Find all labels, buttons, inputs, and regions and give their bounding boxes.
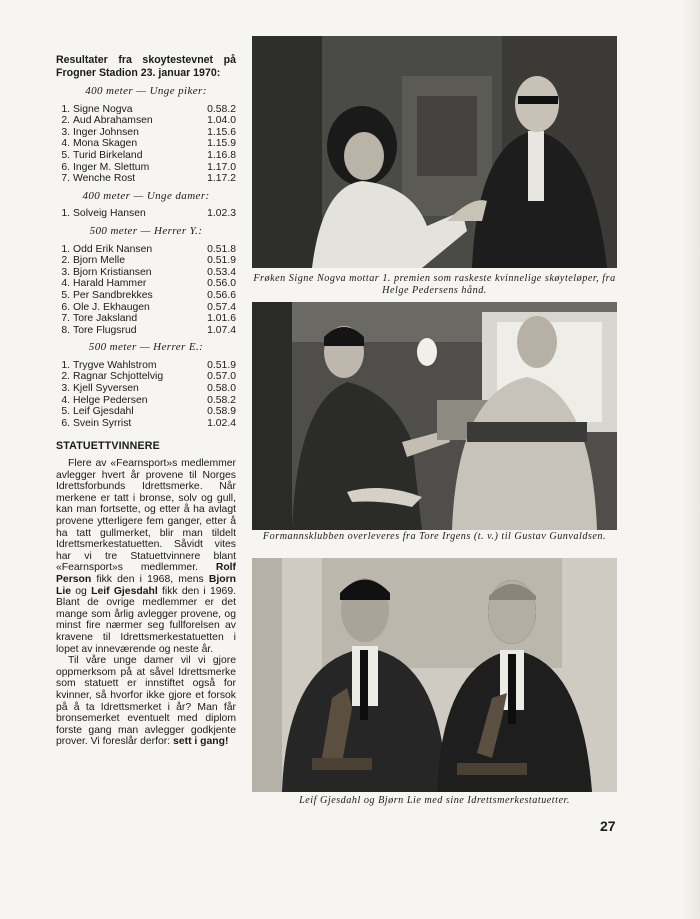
result-row bbox=[56, 244, 236, 256]
result-position: 7. bbox=[61, 313, 70, 325]
result-position: 4. bbox=[61, 138, 70, 150]
article-name-bold: Leif Gjesdahl bbox=[91, 585, 158, 597]
photo-club-handover bbox=[252, 302, 617, 530]
result-position: 1. bbox=[61, 103, 70, 115]
result-row bbox=[56, 360, 236, 372]
event-title: 400 meter — Unge piker: bbox=[85, 85, 207, 97]
result-row bbox=[56, 255, 236, 267]
result-position: 5. bbox=[61, 149, 70, 161]
caption-photo-3: Leif Gjesdahl og Bjørn Lie med sine Idrettsmerkestatuetter. bbox=[299, 795, 570, 806]
result-name: Inger M. Slettum bbox=[73, 161, 150, 173]
article-name-bold: Bjorn Lie bbox=[56, 573, 237, 597]
result-name: Tore Jaksland bbox=[73, 313, 138, 325]
event-title: 500 meter — Herrer E.: bbox=[88, 341, 204, 354]
result-time: 1.16.8 bbox=[207, 149, 236, 161]
result-position: 5. bbox=[61, 406, 70, 418]
results-list bbox=[56, 104, 236, 185]
result-time: 1.17.0 bbox=[207, 161, 236, 173]
caption-photo-1: Frøken Signe Nogva mottar 1. premien som raskeste kvinnelige skøyteløper, fra Helge Pedersens hånd. bbox=[253, 273, 616, 296]
article-closing-bold: sett i gang! bbox=[173, 736, 229, 748]
result-position: 6. bbox=[61, 301, 70, 313]
result-position: 4. bbox=[61, 278, 70, 290]
results-column bbox=[56, 54, 236, 748]
results-list bbox=[56, 208, 236, 220]
result-name: Bjorn Kristiansen bbox=[73, 266, 152, 278]
result-row bbox=[56, 115, 236, 127]
result-position: 6. bbox=[61, 417, 70, 429]
result-row bbox=[56, 104, 236, 116]
result-name: Bjorn Melle bbox=[73, 255, 125, 267]
photo-statuette-winners-image bbox=[252, 558, 617, 792]
result-position: 3. bbox=[61, 383, 70, 395]
result-position: 8. bbox=[61, 324, 70, 336]
result-name: Trygve Wahlstrom bbox=[73, 359, 157, 371]
page-number: 27 bbox=[600, 818, 616, 834]
event-title: 400 meter — Unge damer: bbox=[82, 189, 210, 202]
page-edge-shadow bbox=[682, 0, 700, 919]
result-position: 1. bbox=[61, 359, 70, 371]
result-row bbox=[56, 418, 236, 430]
result-time: 1.01.6 bbox=[207, 313, 236, 325]
photo-handshake-prize bbox=[252, 36, 617, 268]
result-time: 0.58.2 bbox=[207, 103, 236, 115]
photo-statuette-winners bbox=[252, 558, 617, 792]
result-row bbox=[56, 371, 236, 383]
result-time: 0.51.9 bbox=[207, 359, 236, 371]
result-position: 7. bbox=[61, 173, 70, 185]
result-position: 2. bbox=[61, 255, 70, 267]
caption-photo-2: Formannsklubben overleveres fra Tore Irgens (t. v.) til Gustav Gunvaldsen. bbox=[262, 531, 607, 542]
article-paragraph bbox=[56, 458, 236, 655]
article-text: fikk den i 1969. Blant de ovrige medlemmer er det mange som årlig avlegger provene, og minst fire nærmer seg fullforelsen av kravene til Idrettsmerkestatuetten i lopet av inneværende og neste år. bbox=[56, 585, 237, 655]
result-position: 2. bbox=[61, 371, 70, 383]
result-row bbox=[56, 383, 236, 395]
article-text: Flere av «Fearnsport»s medlemmer avlegger hvert år provene til Norges Idrettsforbunds Idrettsmerke. Når merkene er tatt i bronse, solv og gull, kan man fortsette, og etter å ha avlagt provene ytterligere fem ganger, etter å ha tatt gullmerket, blir man tildelt Idrettsmerkestatuetten. Såvidt vites har vi tre Statuettvinnere blant «Fearnsport»s medlemmer. bbox=[56, 458, 236, 574]
result-time: 1.15.6 bbox=[207, 126, 236, 138]
result-name: Odd Erik Nansen bbox=[73, 243, 153, 255]
article-body bbox=[56, 458, 236, 748]
article-text: fikk den i 1968, mens bbox=[96, 573, 204, 585]
result-time: 1.04.0 bbox=[207, 115, 236, 127]
result-name: Helge Pedersen bbox=[73, 394, 148, 406]
result-row bbox=[56, 395, 236, 407]
result-row bbox=[56, 278, 236, 290]
result-position: 2. bbox=[61, 115, 70, 127]
result-time: 1.17.2 bbox=[207, 173, 236, 185]
result-time: 0.56.6 bbox=[207, 289, 236, 301]
result-name: Tore Flugsrud bbox=[73, 324, 137, 336]
result-name: Ragnar Schjottelvig bbox=[73, 371, 164, 383]
result-row bbox=[56, 325, 236, 337]
result-name: Mona Skagen bbox=[73, 138, 138, 150]
result-position: 3. bbox=[61, 266, 70, 278]
result-row bbox=[56, 127, 236, 139]
result-name: Ole J. Ekhaugen bbox=[73, 301, 150, 313]
result-position: 3. bbox=[61, 126, 70, 138]
intro-line-2: Frogner Stadion 23. januar 1970: bbox=[56, 67, 221, 79]
result-name: Svein Syrrist bbox=[73, 417, 132, 429]
result-name: Signe Nogva bbox=[73, 103, 133, 115]
result-name: Solveig Hansen bbox=[73, 208, 146, 220]
event-title: 500 meter — Herrer Y.: bbox=[89, 224, 203, 237]
result-row bbox=[56, 150, 236, 162]
result-row bbox=[56, 313, 236, 325]
results-intro bbox=[56, 54, 236, 80]
result-name: Wenche Rost bbox=[73, 173, 136, 185]
result-row bbox=[56, 208, 236, 220]
result-name: Per Sandbrekkes bbox=[73, 289, 153, 301]
result-row bbox=[56, 302, 236, 314]
result-position: 4. bbox=[61, 394, 70, 406]
result-row bbox=[56, 290, 236, 302]
article-text: og bbox=[75, 585, 87, 597]
results-list bbox=[56, 360, 236, 430]
result-row bbox=[56, 162, 236, 174]
result-time: 0.51.8 bbox=[207, 243, 236, 255]
result-name: Leif Gjesdahl bbox=[73, 406, 134, 418]
result-name: Inger Johnsen bbox=[73, 126, 139, 138]
photo-handshake-prize-image bbox=[252, 36, 617, 268]
result-time: 0.51.9 bbox=[207, 255, 236, 267]
result-time: 0.58.0 bbox=[207, 383, 236, 395]
result-row bbox=[56, 267, 236, 279]
result-row bbox=[56, 406, 236, 418]
result-name: Kjell Syversen bbox=[73, 383, 139, 395]
result-time: 0.58.2 bbox=[207, 394, 236, 406]
article-paragraph bbox=[56, 655, 236, 748]
results-list bbox=[56, 244, 236, 337]
result-row bbox=[56, 173, 236, 185]
article-text: Til våre unge damer vil vi gjore oppmerksom på at såvel Idrettsmerke som statuett er innstiftet også for kvinner, så hvorfor ikke gjore et forsok på å ta Idrettsmerket i år? Man får bronsemerket eventuelt med diplom forste gang man avlegger godkjente prover. Vi foreslår derfor: bbox=[56, 655, 236, 748]
result-time: 0.53.4 bbox=[207, 266, 236, 278]
article-heading: STATUETTVINNERE bbox=[56, 440, 160, 453]
article-name-bold: Rolf Person bbox=[56, 562, 237, 585]
photo-club-handover-image bbox=[252, 302, 617, 530]
result-time: 1.15.9 bbox=[207, 138, 236, 150]
result-name: Harald Hammer bbox=[73, 278, 147, 290]
result-name: Turid Birkeland bbox=[73, 149, 143, 161]
result-time: 0.57.0 bbox=[207, 371, 236, 383]
result-time: 1.07.4 bbox=[207, 324, 236, 336]
result-time: 0.57.4 bbox=[207, 301, 236, 313]
result-time: 0.56.0 bbox=[207, 278, 236, 290]
result-position: 1. bbox=[61, 243, 70, 255]
intro-line-1: Resultater fra skoytestevnet på bbox=[56, 54, 236, 66]
result-position: 1. bbox=[61, 208, 70, 220]
result-time: 1.02.4 bbox=[207, 417, 236, 429]
result-position: 5. bbox=[61, 289, 70, 301]
result-time: 0.58.9 bbox=[207, 406, 236, 418]
result-name: Aud Abrahamsen bbox=[73, 115, 153, 127]
result-position: 6. bbox=[61, 161, 70, 173]
result-row bbox=[56, 138, 236, 150]
result-time: 1.02.3 bbox=[207, 208, 236, 220]
